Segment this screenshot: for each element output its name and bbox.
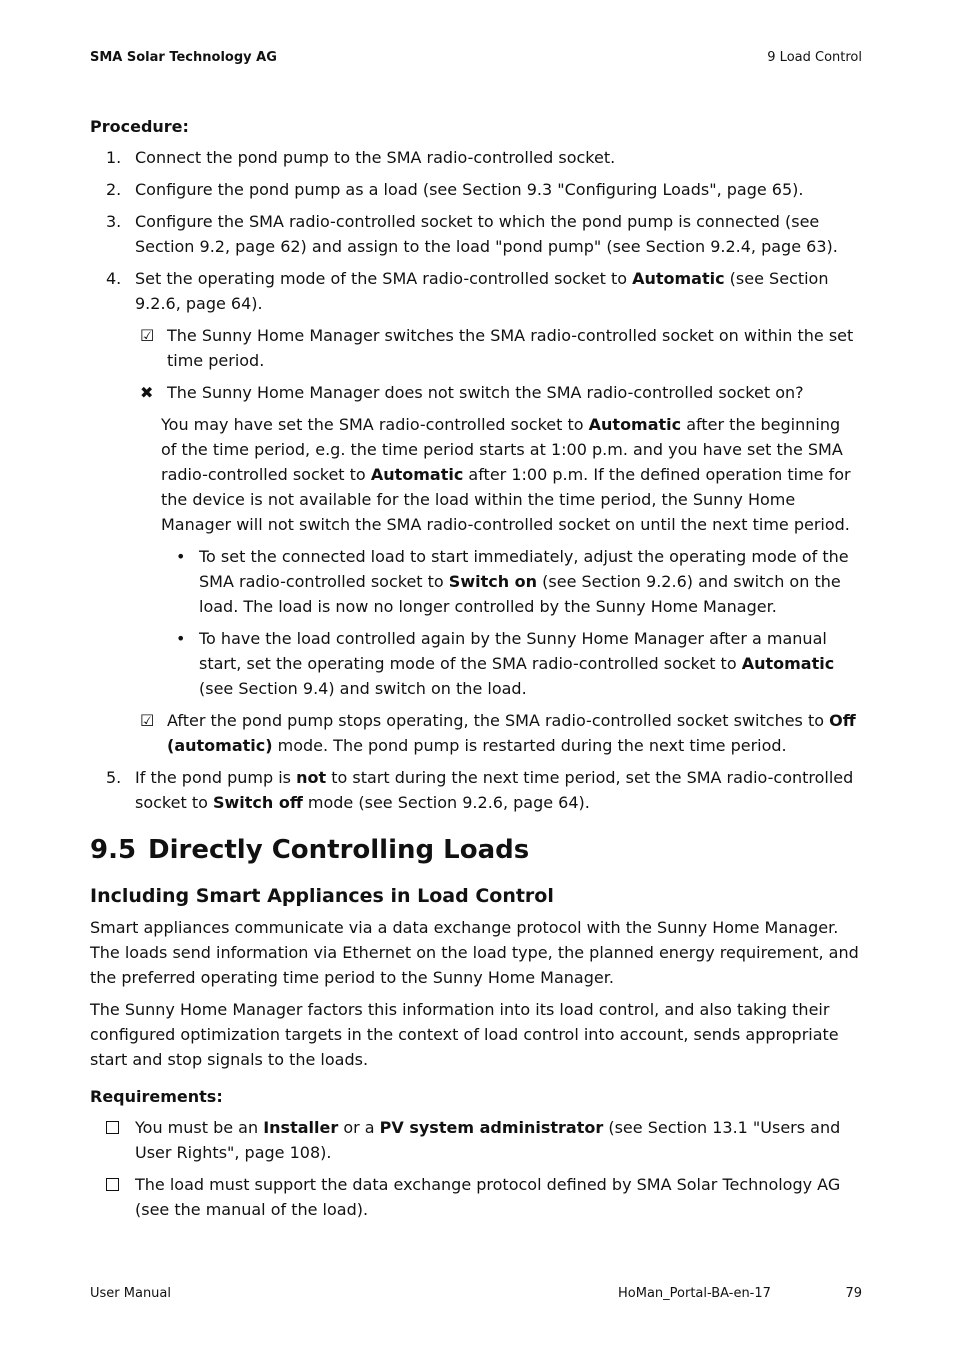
bullet-item: • To set the connected load to start immediately, adjust the operating mode of the SMA radio-controlled socket to Switch on (see Section 9.2.6) and switch on the load. The load is now no longer controlled by the Sunny Home Manager. — [90, 544, 860, 619]
checkbox-checked-icon: ☑ — [140, 711, 155, 730]
step-text: Set the operating mode of the SMA radio-controlled socket to Automatic (see Section 9.2.6, page 64). — [135, 269, 829, 313]
step-number: 3. — [106, 212, 122, 231]
section-number: 9.5 — [90, 835, 137, 865]
paragraph: The Sunny Home Manager factors this information into its load control, and also taking their configured optimization targets in the context of load control into account, sends appropriate start and stop signals to the loads. — [90, 1000, 839, 1069]
checkbox-empty-icon — [106, 1121, 119, 1134]
step-text: Connect the pond pump to the SMA radio-controlled socket. — [135, 148, 616, 167]
procedure-steps — [90, 145, 860, 316]
page-content — [90, 114, 860, 1229]
error-text: The Sunny Home Manager does not switch the SMA radio-controlled socket on? — [167, 383, 804, 402]
bullet-item: • To have the load controlled again by the Sunny Home Manager after a manual start, set the operating mode of the SMA radio-controlled socket to Automatic (see Section 9.4) and switch on the load. — [90, 626, 860, 701]
header-chapter: 9 Load Control — [767, 50, 862, 65]
result-success-2: ☑ After the pond pump stops operating, the SMA radio-controlled socket switches to Off (automatic) mode. The pond pump is restarted during the next time period. — [90, 708, 860, 758]
paragraph: Smart appliances communicate via a data exchange protocol with the Sunny Home Manager. The loads send information via Ethernet on the load type, the planned energy requirement, and the preferred operating time period to the Sunny Home Manager. — [90, 918, 859, 987]
result-error — [90, 380, 860, 405]
result-text: The Sunny Home Manager switches the SMA radio-controlled socket on within the set time period. — [167, 326, 854, 370]
procedure-label: Procedure: — [90, 117, 189, 136]
step-text: Configure the SMA radio-controlled socket to which the pond pump is connected (see Section 9.2, page 62) and assign to the load "pond pump" (see Section 9.2.4, page 63). — [135, 212, 838, 256]
footer-page-number: 79 — [845, 1286, 862, 1301]
troubleshooting-note: You may have set the SMA radio-controlled socket to Automatic after the beginning of the time period, e.g. the time period starts at 1:00 p.m. and you have set the SMA radio-controlled socket to Automatic after 1:00 p.m. If the defined operation time for the device is not available for the load within the time period, the Sunny Home Manager will not switch the SMA radio-controlled socket on until the next time period. — [161, 415, 851, 534]
checkbox-empty-icon — [106, 1178, 119, 1191]
step-number: 5. — [106, 768, 122, 787]
bullet-icon: • — [176, 547, 186, 566]
footer-manual: User Manual — [90, 1286, 172, 1301]
step-number: 2. — [106, 180, 122, 199]
step-2 — [90, 177, 860, 202]
step-4 — [90, 266, 860, 316]
result-success — [90, 323, 860, 373]
section-title: Directly Controlling Loads — [148, 835, 530, 865]
requirement-item: The load must support the data exchange protocol defined by SMA Solar Technology AG (see the manual of the load). — [90, 1172, 860, 1222]
requirements-label: Requirements: — [90, 1087, 223, 1106]
step-3 — [90, 209, 860, 259]
step-1 — [90, 145, 860, 170]
step-text: Configure the pond pump as a load (see Section 9.3 "Configuring Loads", page 65). — [135, 180, 804, 199]
step-5: 5. If the pond pump is not to start during the next time period, set the SMA radio-controlled socket to Switch off mode (see Section 9.2.6, page 64). — [90, 765, 860, 815]
bullet-icon: • — [176, 629, 186, 648]
checkbox-checked-icon: ☑ — [140, 326, 155, 345]
step-number: 4. — [106, 269, 122, 288]
requirement-item: You must be an Installer or a PV system administrator (see Section 13.1 "Users and User Rights", page 108). — [90, 1115, 860, 1165]
cross-icon: ✖ — [140, 383, 154, 402]
header-company: SMA Solar Technology AG — [90, 50, 277, 65]
subsection-heading: Including Smart Appliances in Load Control — [90, 885, 554, 907]
footer-doc-id: HoMan_Portal-BA-en-17 — [618, 1286, 771, 1301]
section-heading — [90, 835, 860, 865]
step-number: 1. — [106, 148, 122, 167]
